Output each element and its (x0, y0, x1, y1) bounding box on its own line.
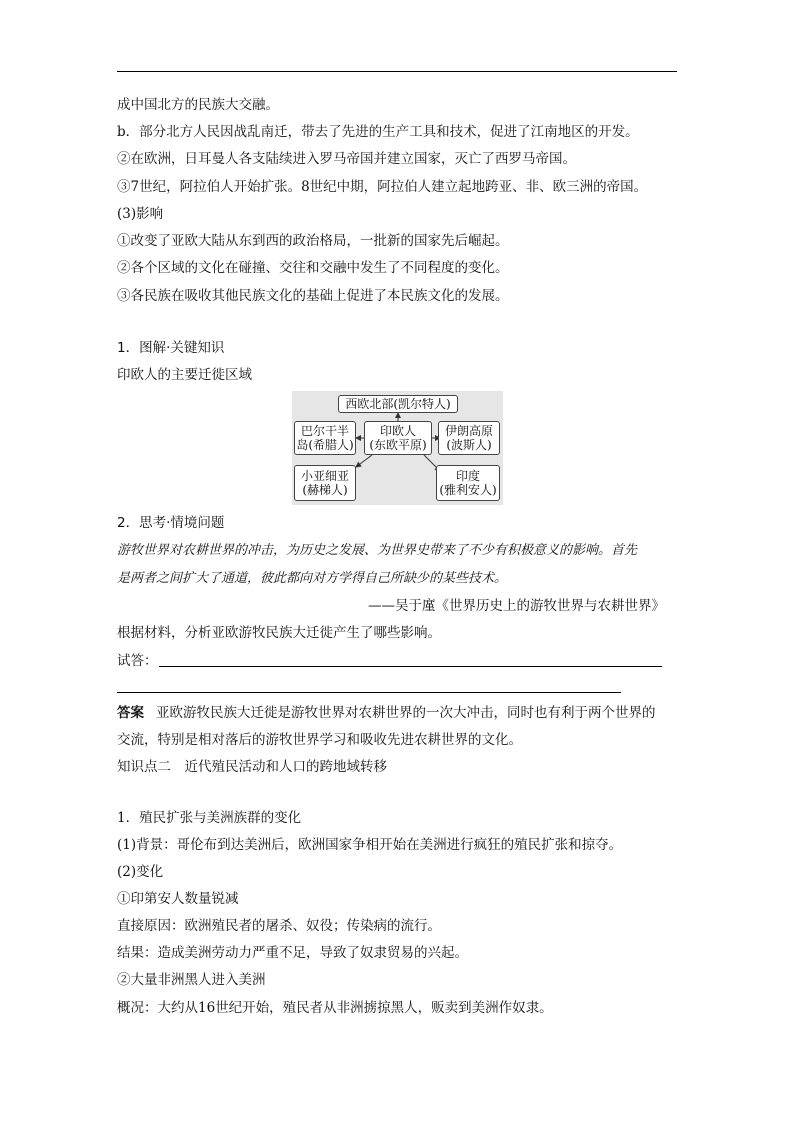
text-line: (3)影响 (117, 206, 164, 222)
text-line: ③7世纪，阿拉伯人开始扩张。8世纪中期，阿拉伯人建立起地跨亚、非、欧三洲的帝国。 (117, 179, 648, 195)
node-label: (赫梯人) (302, 483, 348, 497)
node-label: 小亚细亚 (300, 469, 349, 483)
quote-line: 游牧世界对农耕世界的冲击，为历史之发展、为世界史带来了不少有积极意义的影响。首先 (117, 543, 638, 558)
diagram-node-western-europe (338, 395, 458, 413)
text-line: 结果：造成美洲劳动力严重不足，导致了奴隶贸易的兴起。 (117, 945, 468, 961)
text-line: 成中国北方的民族大交融。 (117, 97, 279, 113)
diagram-caption: 印欧人的主要迁徙区域 (117, 367, 252, 383)
diagram-node-india (436, 465, 500, 501)
quote-attribution: ——吴于廑《世界历史上的游牧世界与农耕世界》 (368, 598, 665, 614)
node-label: 巴尔干半 (300, 424, 349, 438)
section-heading: 1．图解·关键知识 (117, 340, 225, 356)
knowledge-point-heading: 知识点二 近代殖民活动和人口的跨地域转移 (117, 759, 387, 775)
quote-line: 是两者之间扩大了通道，彼此都向对方学得自己所缺少的某些技术。 (117, 571, 508, 586)
answer-blank-line[interactable] (117, 692, 621, 693)
question-text: 根据材料，分析亚欧游牧民族大迁徙产生了哪些影响。 (117, 625, 441, 641)
node-label: 西欧北部(凯尔特人) (345, 397, 451, 411)
node-label: (雅利安人) (439, 483, 497, 497)
text-line: 概况：大约从16世纪开始，殖民者从非洲掳掠黑人，贩卖到美洲作奴隶。 (117, 1000, 553, 1016)
text-line: ②各个区域的文化在碰撞、交往和交融中发生了不同程度的变化。 (117, 260, 509, 276)
text-line: (2)变化 (117, 864, 164, 880)
answer-label: 答案 (117, 705, 144, 721)
node-label: 印度 (455, 469, 480, 483)
header-rule (117, 71, 677, 72)
answer-text: 亚欧游牧民族大迁徙是游牧世界对农耕世界的一次大冲击，同时也有利于两个世界的 (156, 705, 656, 721)
text-line: (1)背景：哥伦布到达美洲后，欧洲国家争相开始在美洲进行疯狂的殖民扩张和掠夺。 (117, 837, 623, 853)
node-label: (波斯人) (446, 438, 492, 452)
text-line: b．部分北方人民因战乱南迁，带去了先进的生产工具和技术，促进了江南地区的开发。 (117, 124, 639, 140)
text-line: ②大量非洲黑人进入美洲 (117, 972, 266, 988)
text-line: ①印第安人数量锐减 (117, 891, 239, 907)
diagram-node-asia-minor (294, 465, 356, 501)
text-line: 直接原因：欧洲殖民者的屠杀、奴役；传染病的流行。 (117, 918, 441, 934)
section-heading: 2．思考·情境问题 (117, 515, 225, 531)
node-label: 岛(希腊人) (296, 438, 354, 452)
node-label: 伊朗高原 (444, 424, 493, 438)
answer-blank-line[interactable] (159, 666, 662, 667)
text-line: ③各民族在吸收其他民族文化的基础上促进了本民族文化的发展。 (117, 288, 509, 304)
diagram-node-indo-europeans (364, 421, 432, 455)
text-line: 1．殖民扩张与美洲族群的变化 (117, 810, 302, 826)
node-label: (东欧平原) (369, 438, 427, 452)
diagram-node-balkans (294, 421, 356, 455)
node-label: 印欧人 (379, 424, 416, 438)
answer-line (117, 704, 656, 722)
text-line: ②在欧洲，日耳曼人各支陆续进入罗马帝国并建立国家，灭亡了西罗马帝国。 (117, 151, 576, 167)
text-line: ①改变了亚欧大陆从东到西的政治格局，一批新的国家先后崛起。 (117, 233, 509, 249)
diagram-node-iran (438, 421, 500, 455)
answer-text: 交流，特别是相对落后的游牧世界学习和吸收先进农耕世界的文化。 (117, 732, 522, 748)
migration-diagram (292, 391, 503, 505)
answer-prompt: 试答： (117, 653, 158, 669)
